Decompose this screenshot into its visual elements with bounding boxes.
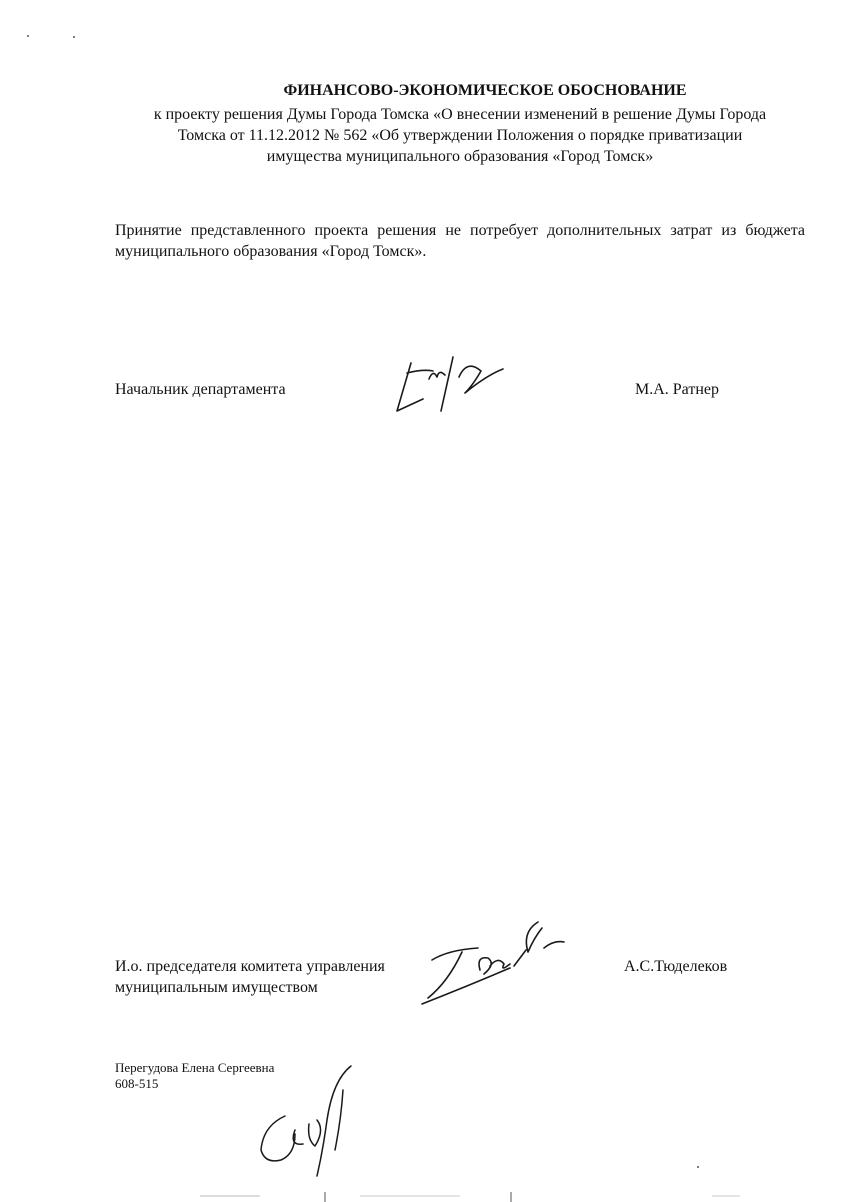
executor-name: Перегудова Елена Сергеевна [115,1060,275,1075]
subtitle-line: Томска от 11.12.2012 № 562 «Об утверждении Положения о порядке приватизации [177,127,743,144]
executor-signature [255,1060,365,1180]
position-line: Начальник департамента [115,381,286,398]
signature-2 [418,912,578,1012]
subtitle-line: к проекту решения Думы Города Томска «О внесении изменений в решение Думы Города [153,106,767,123]
signatory-name: М.А. Ратнер [635,381,720,398]
scan-speck [697,1166,699,1168]
signatory-name: А.С.Тюделеков [624,958,728,975]
subtitle-line: имущества муниципального образования «Город Томск» [266,148,654,165]
scan-speck [73,36,75,38]
signatory-position [115,956,385,998]
signature-1 [393,355,513,415]
document-title: ФИНАНСОВО-ЭКОНОМИЧЕСКОЕ ОБОСНОВАНИЕ [283,82,687,99]
executor-info [115,1060,274,1092]
position-line: И.о. председателя комитета управления [115,958,385,975]
scan-footer-marks [0,1190,850,1202]
body-paragraph: Принятие представленного проекта решения не потребует дополнительных затрат из бюджета муниципального образования «Город Томск». [115,222,805,260]
scan-speck [27,35,29,37]
executor-phone: 608-515 [115,1076,159,1091]
document-subtitle [110,104,810,167]
position-line: муниципальным имуществом [115,979,318,996]
signatory-position [115,379,286,400]
